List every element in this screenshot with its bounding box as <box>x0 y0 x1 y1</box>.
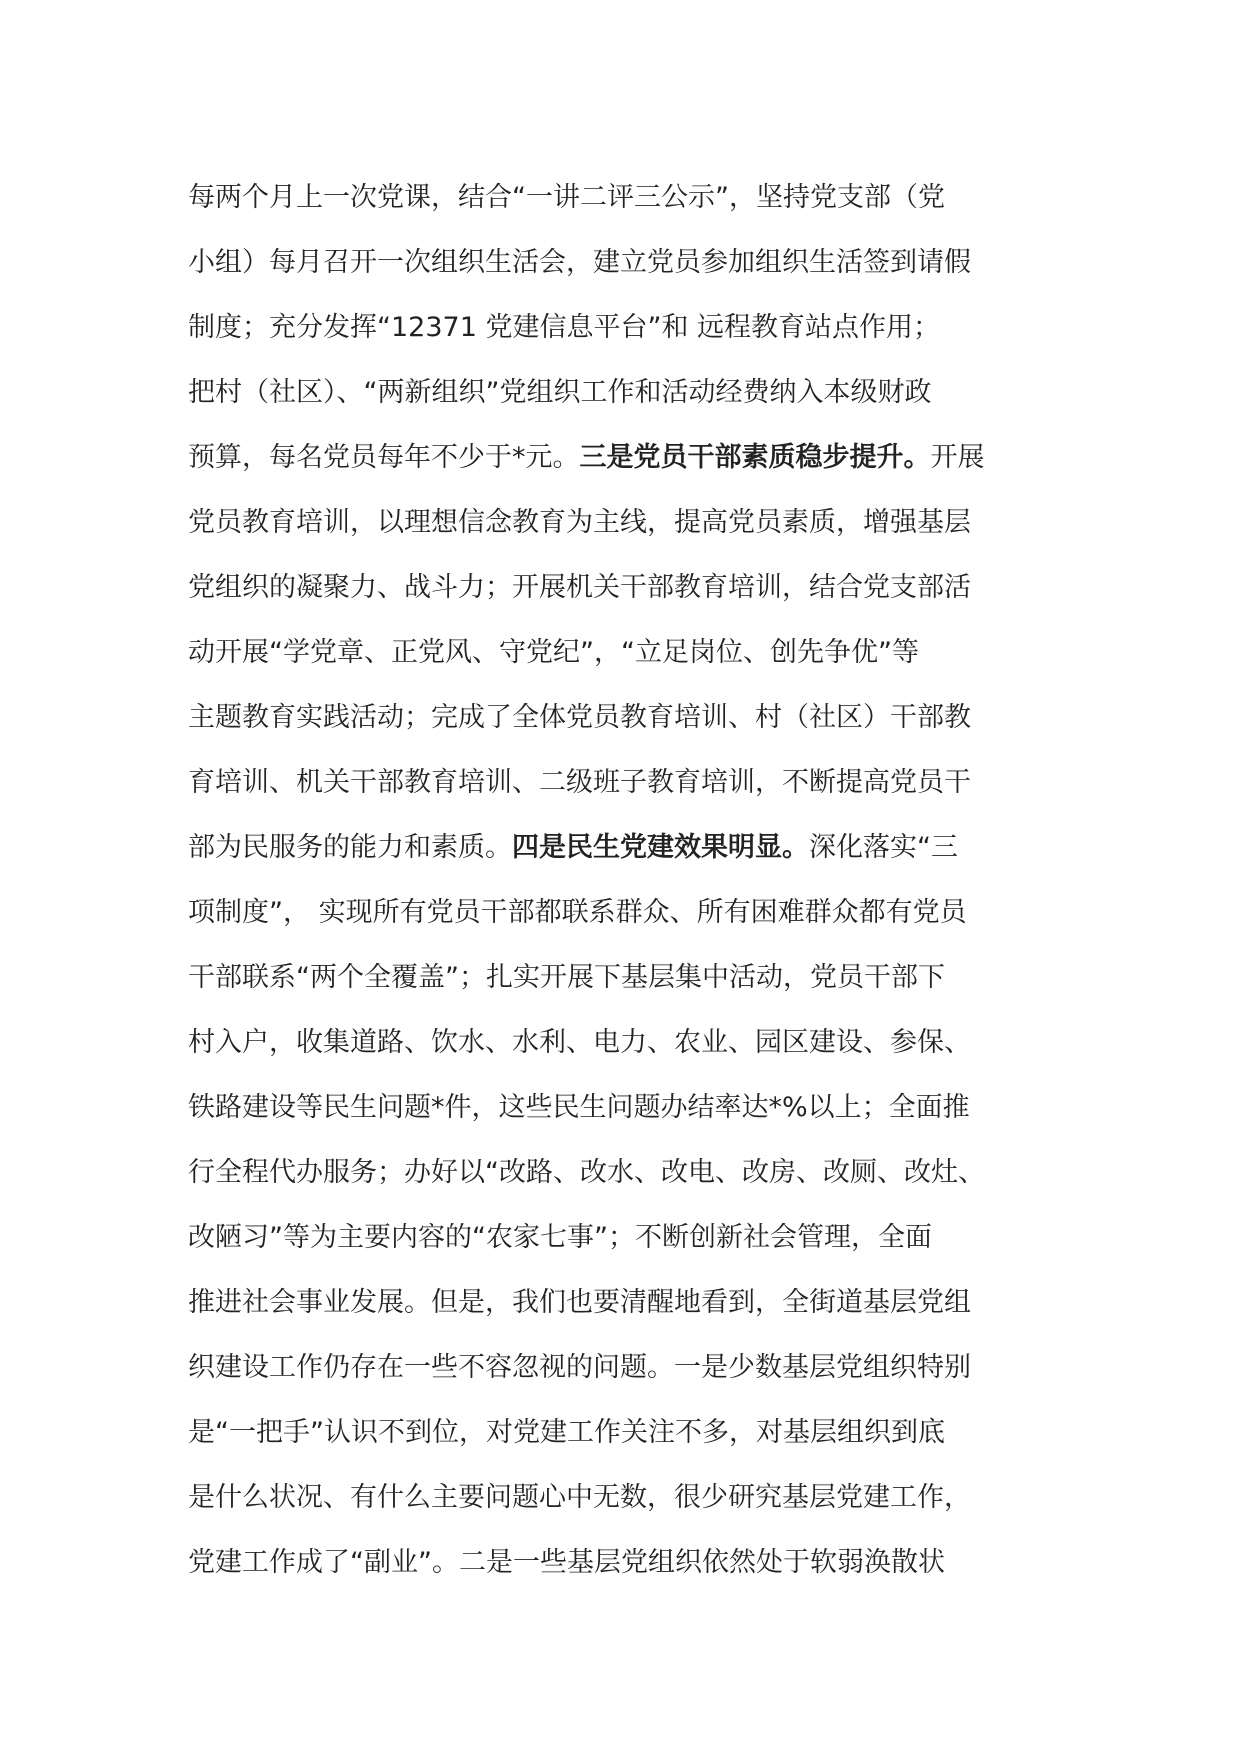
text-line <box>188 885 1058 950</box>
text-line <box>188 560 1058 625</box>
text-line <box>188 1340 1058 1405</box>
text-segment: 是什么状况、有什么主要问题心中无数，很少研究基层党建工作， <box>188 1482 971 1513</box>
text-line <box>188 495 1058 560</box>
body-paragraph <box>188 170 1058 1600</box>
text-line <box>188 1275 1058 1340</box>
text-segment: 把村（社区）、“两新组织”党组织工作和活动经费纳入本级财政 <box>188 377 932 408</box>
text-segment: 织建设工作仍存在一些不容忽视的问题。一是少数基层党组织特别 <box>188 1352 971 1383</box>
text-line <box>188 820 1058 885</box>
text-segment: 改陋习”等为主要内容的“农家七事”；不断创新社会管理，全面 <box>188 1222 932 1253</box>
text-line <box>188 1080 1058 1145</box>
text-line <box>188 1405 1058 1470</box>
text-segment: 小组）每月召开一次组织生活会，建立党员参加组织生活签到请假 <box>188 247 971 278</box>
text-segment: 党建工作成了“副业”。二是一些基层党组织依然处于软弱涣散状 <box>188 1547 945 1578</box>
text-line <box>188 300 1058 365</box>
text-segment: 村入户，收集道路、饮水、水利、电力、农业、园区建设、参保、 <box>188 1027 971 1058</box>
text-line <box>188 1210 1058 1275</box>
text-line <box>188 170 1058 235</box>
text-segment: 干部联系“两个全覆盖”；扎实开展下基层集中活动，党员干部下 <box>188 962 945 993</box>
text-line <box>188 1535 1058 1600</box>
bold-heading-phrase: 三是党员干部素质稳步提升。 <box>579 442 931 473</box>
text-segment: 党组织的凝聚力、战斗力；开展机关干部教育培训，结合党支部活 <box>188 572 971 603</box>
text-line <box>188 625 1058 690</box>
text-segment: 动开展“学党章、正党风、守党纪”，“立足岗位、创先争优”等 <box>188 637 919 668</box>
text-segment: 推进社会事业发展。但是，我们也要清醒地看到，全街道基层党组 <box>188 1287 971 1318</box>
text-segment: 主题教育实践活动；完成了全体党员教育培训、村（社区）干部教 <box>188 702 971 733</box>
text-segment: 项制度”， 实现所有党员干部都联系群众、所有困难群众都有党员 <box>188 897 967 928</box>
text-line <box>188 950 1058 1015</box>
text-segment: 育培训、机关干部教育培训、二级班子教育培训，不断提高党员干 <box>188 767 971 798</box>
text-line <box>188 235 1058 300</box>
text-line <box>188 1470 1058 1535</box>
text-segment: 行全程代办服务；办好以“改路、改水、改电、改房、改厕、改灶、 <box>188 1157 985 1188</box>
text-segment: 预算，每名党员每年不少于*元。 <box>188 442 580 473</box>
text-segment: 制度；充分发挥“12371 党建信息平台”和 远程教育站点作用； <box>188 312 941 343</box>
text-line <box>188 755 1058 820</box>
text-line <box>188 430 1058 495</box>
text-segment: 部为民服务的能力和素质。 <box>188 832 512 863</box>
text-segment: 深化落实“三 <box>809 832 958 863</box>
text-segment: 是“一把手”认识不到位，对党建工作关注不多，对基层组织到底 <box>188 1417 945 1448</box>
text-line <box>188 1015 1058 1080</box>
text-segment: 铁路建设等民生问题*件，这些民生问题办结率达*%以上；全面推 <box>188 1092 970 1123</box>
bold-heading-phrase: 四是民生党建效果明显。 <box>512 832 809 863</box>
text-segment: 每两个月上一次党课，结合“一讲二评三公示”，坚持党支部（党 <box>188 182 945 213</box>
text-segment: 党员教育培训，以理想信念教育为主线，提高党员素质，增强基层 <box>188 507 971 538</box>
text-line <box>188 690 1058 755</box>
text-line <box>188 1145 1058 1210</box>
text-line <box>188 365 1058 430</box>
text-segment: 开展 <box>930 442 985 473</box>
